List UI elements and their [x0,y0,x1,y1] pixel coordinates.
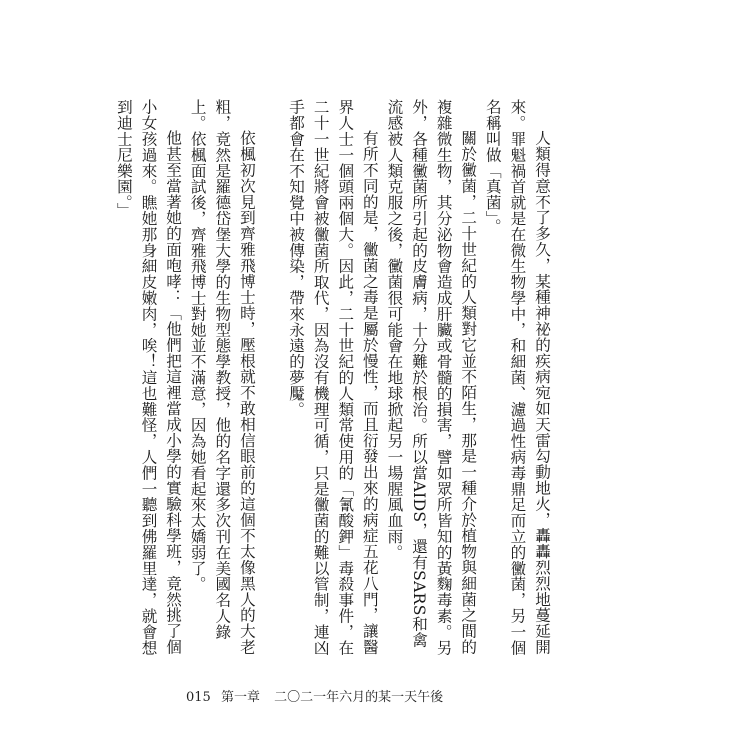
chapter-label: 第一章 [220,690,260,705]
paragraph-5: 他甚至當著她的面咆哮：「他們把這裡當成小學的實驗科學班，竟然挑了個小女孩過來。瞧她那身細皮嫩肉，唉！這也難怪，人們一聽到佛羅里達，就會想到迪士尼樂園。」 [114,99,183,656]
chapter-title: 二〇二一年六月的某一天午後 [274,690,444,705]
paragraph-4: 依楓初次見到齊雅飛博士時，壓根就不敢相信眼前的這個不太像黑人的大老粗，竟然是羅德岱堡大學的生物型態學教授，他的名字還多次刊在美國名人錄上。依楓面試後，齊雅飛博士對她並不滿意，因為她看起來太嬌弱了。 [188,99,256,655]
paragraph-1: 人類得意不了多久，某種神祕的疾病宛如天雷勾動地火，轟轟烈烈地蔓延開來。罪魁禍首就是在微生物學中，和細菌、濾過性病毒鼎足而立的黴菌，另一個名稱叫做「真菌」。 [483,99,551,656]
page-number: 015 [186,690,211,705]
paragraph-3: 有所不同的是，黴菌之毒是屬於慢性，而且衍發出來的病症五花八門，讓醫界人士一個頭兩個大。因此，二十世紀的人類常使用的「氰酸鉀」毒殺事件，在二十一世紀將會被黴菌所取代，因為沒有機理可循，只是黴菌的難以管制，連凶手都會在不知覺中被傳染，帶來永遠的夢魘。 [287,99,379,656]
page-footer [186,686,443,705]
paragraph-2: 關於黴菌，二十世紀的人類對它並不陌生，那是一種介於植物與細菌之間的複雜微生物，其分泌物會造成肝臟或骨髓的損害，譬如眾所皆知的黃麴毒素。另外，各種黴菌所引起的皮膚病，十分難於根治。所以當AIDS，還有SARS和禽流感被人類克服之後，黴菌很可能會在地球掀起另一場腥風血雨。 [385,99,478,656]
vertical-text-body [111,99,554,659]
